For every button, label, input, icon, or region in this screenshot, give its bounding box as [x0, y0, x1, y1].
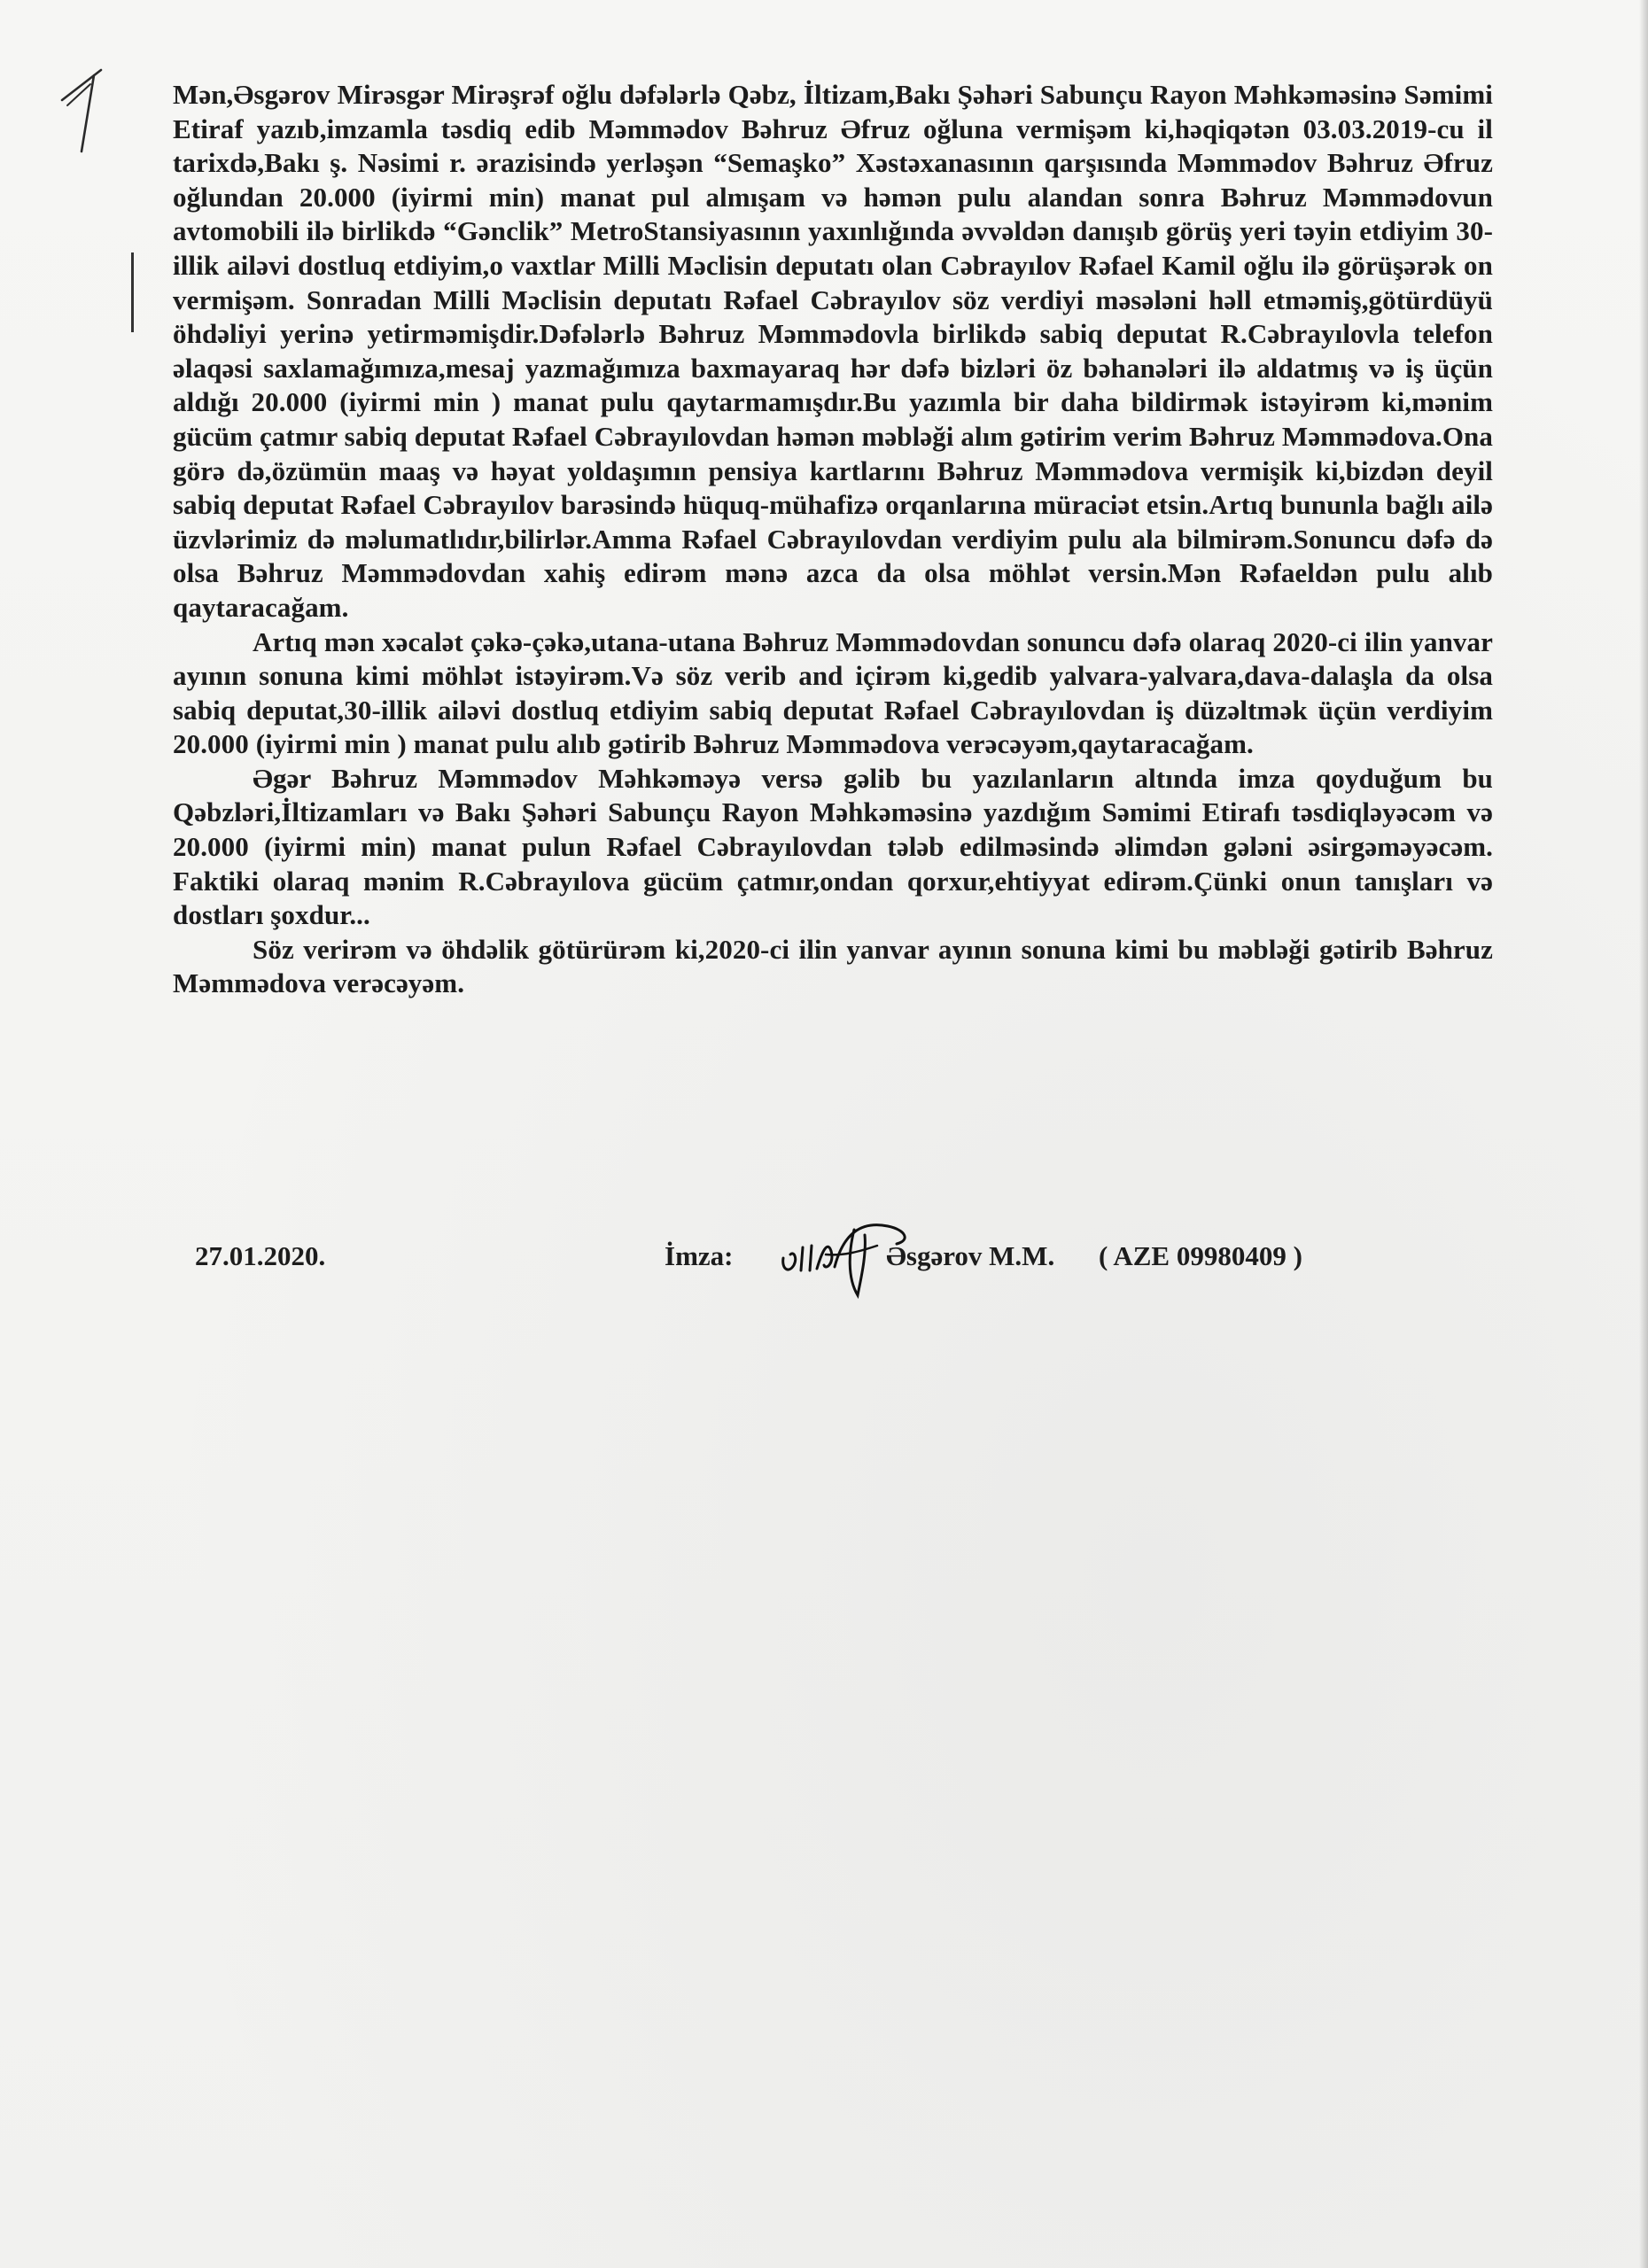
- reverse-side-bleed-through: [549, 1063, 1595, 1382]
- signature-date: 27.01.2020.: [195, 1240, 326, 1271]
- margin-mark-line: [131, 252, 134, 332]
- signature-block: [195, 1231, 1480, 1293]
- handwritten-page-number-mark: [55, 66, 108, 155]
- paragraph-4: Söz verirəm və öhdəlik götürürəm ki,2020-ci ilin yanvar ayının sonuna kimi bu məbləği gətirib Bəhruz Məmmədova verəcəyəm.: [173, 933, 1493, 999]
- paragraph-3: Əgər Bəhruz Məmmədov Məhkəməyə versə gəlib bu yazılanların altında imza qoyduğum bu Qəbzləri,İltizamları və Bakı Şəhəri Sabunçu Rayon Məhkəməsinə yazdığım Səmimi Etirafı təsdiqləyəcəm və 20.000 (iyirmi min) manat pulun Rəfael Cəbrayılovdan tələb edilməsində əlimdən gələni əsirgəməyəcəm. Faktiki olaraq mənim R.Cəbrayılova gücüm çatmır,ondan qorxur,ehtiyyat edirəm.Çünki onun tanışları və dostları şoxdur...: [173, 762, 1493, 931]
- document-body: [173, 78, 1493, 1001]
- signatory-name: Əsgərov M.M.: [886, 1240, 1055, 1271]
- paragraph-2: Artıq mən xəcalət çəkə-çəkə,utana-utana Bəhruz Məmmədovdan sonuncu dəfə olaraq 2020-ci ilin yanvar ayının sonuna kimi möhlət istəyirəm.Və söz verib and içirəm ki,gedib yalvara-yalvara,dava-dalaşla da olsa sabiq deputat,30-illik ailəvi dostluq etdiyim sabiq deputat Rəfael Cəbrayılovdan iş düzəltmək üçün verdiyim 20.000 (iyirmi min ) manat pulu alıb gətirib Bəhruz Məmmədova verəcəyəm,qaytaracağam.: [173, 625, 1493, 760]
- paragraph-1: Mən,Əsgərov Mirəsgər Mirəşrəf oğlu dəfələrlə Qəbz, İltizam,Bakı Şəhəri Sabunçu Rayon Məhkəməsinə Səmimi Etiraf yazıb,imzamla təsdiq edib Məmmədov Bəhruz Əfruz oğluna vermişəm ki,həqiqətən 03.03.2019-cu il tarixdə,Bakı ş. Nəsimi r. ərazisində yerləşən “Semaşko” Xəstəxanasının qarşısında Məmmədov Bəhruz Əfruz oğlundan 20.000 (iyirmi min) manat pul almışam və həmən pulu alandan sonra Bəhruz Məmmədovun avtomobili ilə birlikdə “Gənclik” MetroStansiyasının yaxınlığında əvvəldən danışıb görüş yeri təyin etdiyim 30-illik ailəvi dostluq etdiyim,o vaxtlar Milli Məclisin deputatı olan Cəbrayılov Rəfael Kamil oğlu ilə görüşərək on vermişəm. Sonradan Milli Məclisin deputatı Rəfael Cəbrayılov söz verdiyi məsələni həll etməmiş,götürdüyü öhdəliyi yerinə yetirməmişdir.Dəfələrlə Bəhruz Məmmədovla birlikdə sabiq deputat R.Cəbrayılovla telefon əlaqəsi saxlamağımıza,mesaj yazmağımıza baxmayaraq hər dəfə bizləri öz bəhanələri ilə aldatmış və iş üçün aldığı 20.000 (iyirmi min ) manat pulu qaytarmamışdır.Bu yazımla bir daha bildirmək istəyirəm ki,mənim gücüm çatmır sabiq deputat Rəfael Cəbrayılovdan həmən məbləği alım gətirim verim Bəhruz Məmmədova.Ona görə də,özümün maaş və həyat yoldaşımın pensiya kartlarını Bəhruz Məmmədova vermişik ki,bizdən deyil sabiq deputat Rəfael Cəbrayılov barəsində hüquq-mühafizə orqanlarına müraciət etsin.Artıq bununla bağlı ailə üzvlərimiz də məlumatlıdır,bilirlər.Amma Rəfael Cəbrayılovdan verdiyim pulu ala bilmirəm.Sonuncu dəfə də olsa Bəhruz Məmmədovdan xahiş edirəm mənə azca da olsa möhlət versin.Mən Rəfaeldən pulu alıb qaytaracağam.: [173, 79, 1493, 623]
- signature-label: İmza:: [665, 1240, 734, 1271]
- signatory-id-number: ( AZE 09980409 ): [1099, 1240, 1302, 1271]
- page-edge-shadow: [1639, 0, 1648, 2268]
